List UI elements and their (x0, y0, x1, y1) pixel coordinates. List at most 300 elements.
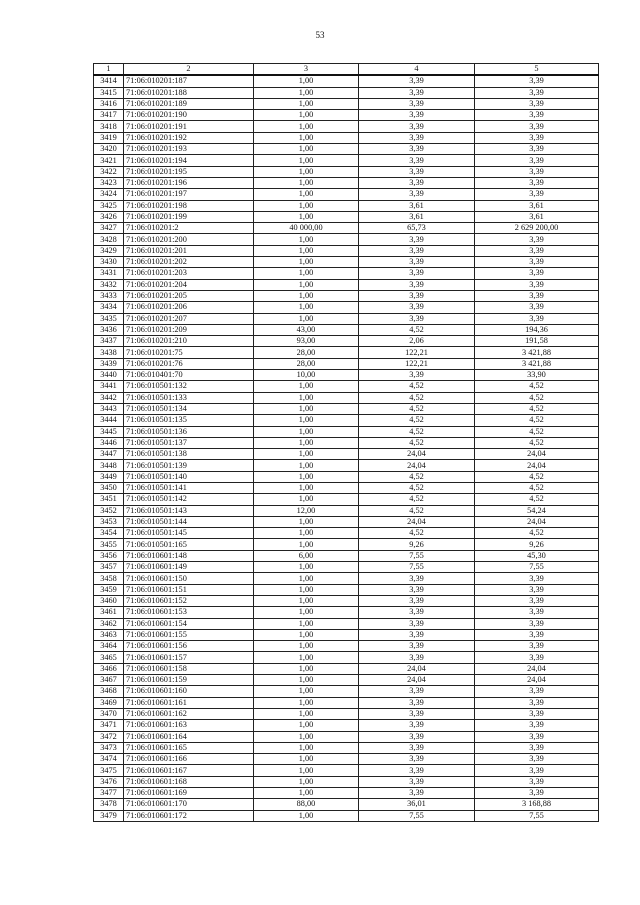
area-cell: 1,00 (254, 584, 359, 595)
row-number-cell: 3457 (94, 562, 124, 573)
value-cell: 3,39 (475, 618, 599, 629)
cadastral-number-cell: 71:06:010201:209 (124, 324, 254, 335)
rate-cell: 3,39 (359, 573, 475, 584)
rate-cell: 65,73 (359, 223, 475, 234)
cadastral-number-cell: 71:06:010201:198 (124, 200, 254, 211)
row-number-cell: 3449 (94, 471, 124, 482)
rate-cell: 2,06 (359, 336, 475, 347)
row-number-cell: 3478 (94, 799, 124, 810)
area-cell: 1,00 (254, 144, 359, 155)
value-cell: 3,39 (475, 776, 599, 787)
cadastral-number-cell: 71:06:010501:139 (124, 460, 254, 471)
table-row (94, 550, 599, 561)
cadastral-number-cell: 71:06:010601:163 (124, 720, 254, 731)
cadastral-number-cell: 71:06:010201:197 (124, 189, 254, 200)
cadastral-number-cell: 71:06:010501:141 (124, 482, 254, 493)
rate-cell: 3,39 (359, 731, 475, 742)
cadastral-number-cell: 71:06:010201:75 (124, 347, 254, 358)
row-number-cell: 3419 (94, 132, 124, 143)
value-cell: 2 629 200,00 (475, 223, 599, 234)
table-row (94, 562, 599, 573)
value-cell: 4,52 (475, 381, 599, 392)
table-row (94, 279, 599, 290)
rate-cell: 3,61 (359, 200, 475, 211)
area-cell: 1,00 (254, 75, 359, 87)
value-cell: 4,52 (475, 494, 599, 505)
row-number-cell: 3414 (94, 75, 124, 87)
value-cell: 194,36 (475, 324, 599, 335)
cadastral-number-cell: 71:06:010201:187 (124, 75, 254, 87)
cadastral-number-cell: 71:06:010201:191 (124, 121, 254, 132)
cadastral-number-cell: 71:06:010601:150 (124, 573, 254, 584)
table-row (94, 415, 599, 426)
row-number-cell: 3460 (94, 595, 124, 606)
cadastral-number-cell: 71:06:010501:145 (124, 528, 254, 539)
area-cell: 1,00 (254, 449, 359, 460)
table-body (94, 75, 599, 821)
area-cell: 1,00 (254, 573, 359, 584)
table-row (94, 381, 599, 392)
value-cell: 191,58 (475, 336, 599, 347)
row-number-cell: 3461 (94, 607, 124, 618)
row-number-cell: 3446 (94, 437, 124, 448)
cadastral-number-cell: 71:06:010601:169 (124, 788, 254, 799)
value-cell: 3,39 (475, 75, 599, 87)
rate-cell: 4,52 (359, 528, 475, 539)
table-row (94, 528, 599, 539)
area-cell: 40 000,00 (254, 223, 359, 234)
value-cell: 3,39 (475, 166, 599, 177)
value-cell: 3 168,88 (475, 799, 599, 810)
cadastral-number-cell: 71:06:010601:155 (124, 629, 254, 640)
row-number-cell: 3468 (94, 686, 124, 697)
row-number-cell: 3467 (94, 675, 124, 686)
cadastral-number-cell: 71:06:010601:148 (124, 550, 254, 561)
row-number-cell: 3474 (94, 754, 124, 765)
area-cell: 1,00 (254, 87, 359, 98)
cadastral-number-cell: 71:06:010201:203 (124, 268, 254, 279)
rate-cell: 3,39 (359, 584, 475, 595)
value-cell: 45,30 (475, 550, 599, 561)
value-cell: 4,52 (475, 471, 599, 482)
area-cell: 1,00 (254, 121, 359, 132)
table-row (94, 675, 599, 686)
area-cell: 93,00 (254, 336, 359, 347)
value-cell: 3,61 (475, 200, 599, 211)
value-cell: 3,39 (475, 754, 599, 765)
cadastral-number-cell: 71:06:010601:164 (124, 731, 254, 742)
cadastral-number-cell: 71:06:010601:158 (124, 663, 254, 674)
rate-cell: 3,39 (359, 144, 475, 155)
cadastral-number-cell: 71:06:010201:189 (124, 98, 254, 109)
rate-cell: 9,26 (359, 539, 475, 550)
table-row (94, 810, 599, 821)
table-row (94, 268, 599, 279)
value-cell: 4,52 (475, 528, 599, 539)
rate-cell: 24,04 (359, 663, 475, 674)
area-cell: 1,00 (254, 516, 359, 527)
header-row (94, 64, 599, 76)
row-number-cell: 3436 (94, 324, 124, 335)
table-row (94, 336, 599, 347)
area-cell: 1,00 (254, 629, 359, 640)
row-number-cell: 3424 (94, 189, 124, 200)
rate-cell: 3,39 (359, 313, 475, 324)
rate-cell: 3,39 (359, 189, 475, 200)
rate-cell: 3,39 (359, 110, 475, 121)
cadastral-number-cell: 71:06:010601:149 (124, 562, 254, 573)
table-row (94, 166, 599, 177)
cadastral-number-cell: 71:06:010601:172 (124, 810, 254, 821)
table-row (94, 686, 599, 697)
row-number-cell: 3475 (94, 765, 124, 776)
cadastral-number-cell: 71:06:010601:159 (124, 675, 254, 686)
area-cell: 1,00 (254, 528, 359, 539)
area-cell: 1,00 (254, 268, 359, 279)
rate-cell: 4,52 (359, 437, 475, 448)
rate-cell: 3,39 (359, 234, 475, 245)
table-row (94, 516, 599, 527)
table-row (94, 403, 599, 414)
row-number-cell: 3426 (94, 211, 124, 222)
cadastral-number-cell: 71:06:010601:153 (124, 607, 254, 618)
table-row (94, 663, 599, 674)
area-cell: 1,00 (254, 810, 359, 821)
area-cell: 1,00 (254, 189, 359, 200)
value-cell: 3,39 (475, 155, 599, 166)
area-cell: 1,00 (254, 381, 359, 392)
table-row (94, 98, 599, 109)
area-cell: 43,00 (254, 324, 359, 335)
cadastral-number-cell: 71:06:010501:137 (124, 437, 254, 448)
area-cell: 1,00 (254, 200, 359, 211)
value-cell: 4,52 (475, 392, 599, 403)
cadastral-number-cell: 71:06:010601:152 (124, 595, 254, 606)
row-number-cell: 3440 (94, 370, 124, 381)
table-row (94, 595, 599, 606)
area-cell: 1,00 (254, 562, 359, 573)
rate-cell: 4,52 (359, 505, 475, 516)
value-cell: 3,39 (475, 629, 599, 640)
rate-cell: 24,04 (359, 516, 475, 527)
area-cell: 1,00 (254, 720, 359, 731)
table-row (94, 629, 599, 640)
row-number-cell: 3418 (94, 121, 124, 132)
value-cell: 4,52 (475, 415, 599, 426)
rate-cell: 3,39 (359, 742, 475, 753)
rate-cell: 36,01 (359, 799, 475, 810)
area-cell: 1,00 (254, 279, 359, 290)
table-row (94, 607, 599, 618)
cadastral-number-cell: 71:06:010201:194 (124, 155, 254, 166)
rate-cell: 3,39 (359, 155, 475, 166)
table-row (94, 290, 599, 301)
area-cell: 1,00 (254, 675, 359, 686)
row-number-cell: 3454 (94, 528, 124, 539)
value-cell: 3,39 (475, 121, 599, 132)
table-row (94, 731, 599, 742)
value-cell: 3,39 (475, 652, 599, 663)
row-number-cell: 3469 (94, 697, 124, 708)
header-cell-3: 3 (254, 64, 359, 76)
cadastral-number-cell: 71:06:010501:143 (124, 505, 254, 516)
value-cell: 3,39 (475, 98, 599, 109)
header-cell-2: 2 (124, 64, 254, 76)
value-cell: 3,39 (475, 765, 599, 776)
value-cell: 3,39 (475, 257, 599, 268)
table-row (94, 799, 599, 810)
row-number-cell: 3425 (94, 200, 124, 211)
cadastral-number-cell: 71:06:010601:156 (124, 641, 254, 652)
value-cell: 24,04 (475, 516, 599, 527)
cadastral-number-cell: 71:06:010601:168 (124, 776, 254, 787)
value-cell: 3,61 (475, 211, 599, 222)
cadastral-number-cell: 71:06:010501:138 (124, 449, 254, 460)
cadastral-number-cell: 71:06:010201:193 (124, 144, 254, 155)
rate-cell: 4,52 (359, 381, 475, 392)
value-cell: 3,39 (475, 720, 599, 731)
area-cell: 1,00 (254, 245, 359, 256)
value-cell: 4,52 (475, 482, 599, 493)
table-row (94, 302, 599, 313)
cadastral-number-cell: 71:06:010601:160 (124, 686, 254, 697)
rate-cell: 3,39 (359, 245, 475, 256)
rate-cell: 4,52 (359, 471, 475, 482)
table-row (94, 776, 599, 787)
table-row (94, 539, 599, 550)
area-cell: 1,00 (254, 607, 359, 618)
rate-cell: 4,52 (359, 415, 475, 426)
rate-cell: 7,55 (359, 562, 475, 573)
rate-cell: 3,39 (359, 788, 475, 799)
table-row (94, 437, 599, 448)
area-cell: 1,00 (254, 471, 359, 482)
value-cell: 3,39 (475, 788, 599, 799)
rate-cell: 4,52 (359, 392, 475, 403)
table-row (94, 155, 599, 166)
row-number-cell: 3420 (94, 144, 124, 155)
table-row (94, 584, 599, 595)
row-number-cell: 3423 (94, 177, 124, 188)
cadastral-number-cell: 71:06:010501:165 (124, 539, 254, 550)
value-cell: 3,39 (475, 245, 599, 256)
rate-cell: 3,39 (359, 607, 475, 618)
row-number-cell: 3444 (94, 415, 124, 426)
value-cell: 9,26 (475, 539, 599, 550)
row-number-cell: 3432 (94, 279, 124, 290)
table-row (94, 641, 599, 652)
cadastral-number-cell: 71:06:010201:205 (124, 290, 254, 301)
row-number-cell: 3431 (94, 268, 124, 279)
area-cell: 1,00 (254, 618, 359, 629)
table-row (94, 765, 599, 776)
rate-cell: 3,39 (359, 257, 475, 268)
row-number-cell: 3470 (94, 708, 124, 719)
table-row (94, 245, 599, 256)
table-row (94, 87, 599, 98)
cadastral-number-cell: 71:06:010501:134 (124, 403, 254, 414)
rate-cell: 3,39 (359, 302, 475, 313)
cadastral-number-cell: 71:06:010501:132 (124, 381, 254, 392)
cadastral-table (93, 63, 599, 822)
area-cell: 1,00 (254, 403, 359, 414)
table-row (94, 234, 599, 245)
value-cell: 3,39 (475, 110, 599, 121)
cadastral-number-cell: 71:06:010201:195 (124, 166, 254, 177)
cadastral-number-cell: 71:06:010601:157 (124, 652, 254, 663)
row-number-cell: 3451 (94, 494, 124, 505)
rate-cell: 3,39 (359, 132, 475, 143)
cadastral-number-cell: 71:06:010201:188 (124, 87, 254, 98)
table-row (94, 177, 599, 188)
table-row (94, 460, 599, 471)
rate-cell: 122,21 (359, 358, 475, 369)
value-cell: 54,24 (475, 505, 599, 516)
value-cell: 24,04 (475, 663, 599, 674)
cadastral-number-cell: 71:06:010401:70 (124, 370, 254, 381)
area-cell: 1,00 (254, 155, 359, 166)
table-row (94, 370, 599, 381)
header-cell-4: 4 (359, 64, 475, 76)
area-cell: 1,00 (254, 98, 359, 109)
area-cell: 1,00 (254, 392, 359, 403)
value-cell: 3 421,88 (475, 358, 599, 369)
row-number-cell: 3428 (94, 234, 124, 245)
area-cell: 1,00 (254, 132, 359, 143)
area-cell: 1,00 (254, 686, 359, 697)
rate-cell: 4,52 (359, 426, 475, 437)
area-cell: 28,00 (254, 358, 359, 369)
value-cell: 24,04 (475, 675, 599, 686)
row-number-cell: 3471 (94, 720, 124, 731)
table-row (94, 449, 599, 460)
area-cell: 1,00 (254, 313, 359, 324)
table-row (94, 358, 599, 369)
rate-cell: 3,39 (359, 629, 475, 640)
row-number-cell: 3437 (94, 336, 124, 347)
area-cell: 1,00 (254, 539, 359, 550)
table-row (94, 471, 599, 482)
value-cell: 4,52 (475, 437, 599, 448)
rate-cell: 3,39 (359, 641, 475, 652)
table-row (94, 347, 599, 358)
cadastral-number-cell: 71:06:010201:76 (124, 358, 254, 369)
value-cell: 3,39 (475, 573, 599, 584)
rate-cell: 3,39 (359, 75, 475, 87)
area-cell: 1,00 (254, 177, 359, 188)
cadastral-number-cell: 71:06:010601:165 (124, 742, 254, 753)
row-number-cell: 3430 (94, 257, 124, 268)
rate-cell: 3,39 (359, 290, 475, 301)
cadastral-number-cell: 71:06:010201:206 (124, 302, 254, 313)
table-row (94, 392, 599, 403)
area-cell: 10,00 (254, 370, 359, 381)
page-number: 53 (315, 30, 325, 40)
value-cell: 3,39 (475, 686, 599, 697)
area-cell: 1,00 (254, 494, 359, 505)
rate-cell: 3,39 (359, 697, 475, 708)
cadastral-number-cell: 71:06:010501:144 (124, 516, 254, 527)
rate-cell: 3,39 (359, 87, 475, 98)
rate-cell: 122,21 (359, 347, 475, 358)
value-cell: 3,39 (475, 607, 599, 618)
row-number-cell: 3458 (94, 573, 124, 584)
row-number-cell: 3479 (94, 810, 124, 821)
value-cell: 3,39 (475, 144, 599, 155)
row-number-cell: 3464 (94, 641, 124, 652)
area-cell: 1,00 (254, 257, 359, 268)
table-row (94, 573, 599, 584)
value-cell: 3,39 (475, 595, 599, 606)
area-cell: 1,00 (254, 290, 359, 301)
value-cell: 3,39 (475, 189, 599, 200)
rate-cell: 24,04 (359, 460, 475, 471)
value-cell: 4,52 (475, 403, 599, 414)
row-number-cell: 3447 (94, 449, 124, 460)
table-row (94, 223, 599, 234)
value-cell: 24,04 (475, 460, 599, 471)
cadastral-number-cell: 71:06:010501:133 (124, 392, 254, 403)
rate-cell: 4,52 (359, 494, 475, 505)
area-cell: 1,00 (254, 788, 359, 799)
row-number-cell: 3438 (94, 347, 124, 358)
table-row (94, 697, 599, 708)
table-row (94, 110, 599, 121)
cadastral-number-cell: 71:06:010601:161 (124, 697, 254, 708)
value-cell: 3,39 (475, 697, 599, 708)
table-row (94, 144, 599, 155)
area-cell: 1,00 (254, 765, 359, 776)
table-row (94, 652, 599, 663)
table-row (94, 754, 599, 765)
value-cell: 3,39 (475, 584, 599, 595)
row-number-cell: 3415 (94, 87, 124, 98)
value-cell: 4,52 (475, 426, 599, 437)
row-number-cell: 3455 (94, 539, 124, 550)
value-cell: 7,55 (475, 562, 599, 573)
rate-cell: 4,52 (359, 403, 475, 414)
cadastral-number-cell: 71:06:010201:192 (124, 132, 254, 143)
table-row (94, 742, 599, 753)
row-number-cell: 3434 (94, 302, 124, 313)
area-cell: 1,00 (254, 754, 359, 765)
area-cell: 1,00 (254, 697, 359, 708)
cadastral-number-cell: 71:06:010601:162 (124, 708, 254, 719)
rate-cell: 3,39 (359, 370, 475, 381)
rate-cell: 3,39 (359, 177, 475, 188)
table-row (94, 708, 599, 719)
row-number-cell: 3450 (94, 482, 124, 493)
area-cell: 88,00 (254, 799, 359, 810)
area-cell: 6,00 (254, 550, 359, 561)
cadastral-number-cell: 71:06:010501:140 (124, 471, 254, 482)
row-number-cell: 3476 (94, 776, 124, 787)
area-cell: 1,00 (254, 426, 359, 437)
rate-cell: 4,52 (359, 324, 475, 335)
table-row (94, 121, 599, 132)
area-cell: 1,00 (254, 663, 359, 674)
header-cell-5: 5 (475, 64, 599, 76)
cadastral-number-cell: 71:06:010501:136 (124, 426, 254, 437)
row-number-cell: 3441 (94, 381, 124, 392)
row-number-cell: 3466 (94, 663, 124, 674)
area-cell: 12,00 (254, 505, 359, 516)
area-cell: 1,00 (254, 166, 359, 177)
row-number-cell: 3463 (94, 629, 124, 640)
rate-cell: 3,39 (359, 98, 475, 109)
area-cell: 1,00 (254, 776, 359, 787)
table-row (94, 720, 599, 731)
